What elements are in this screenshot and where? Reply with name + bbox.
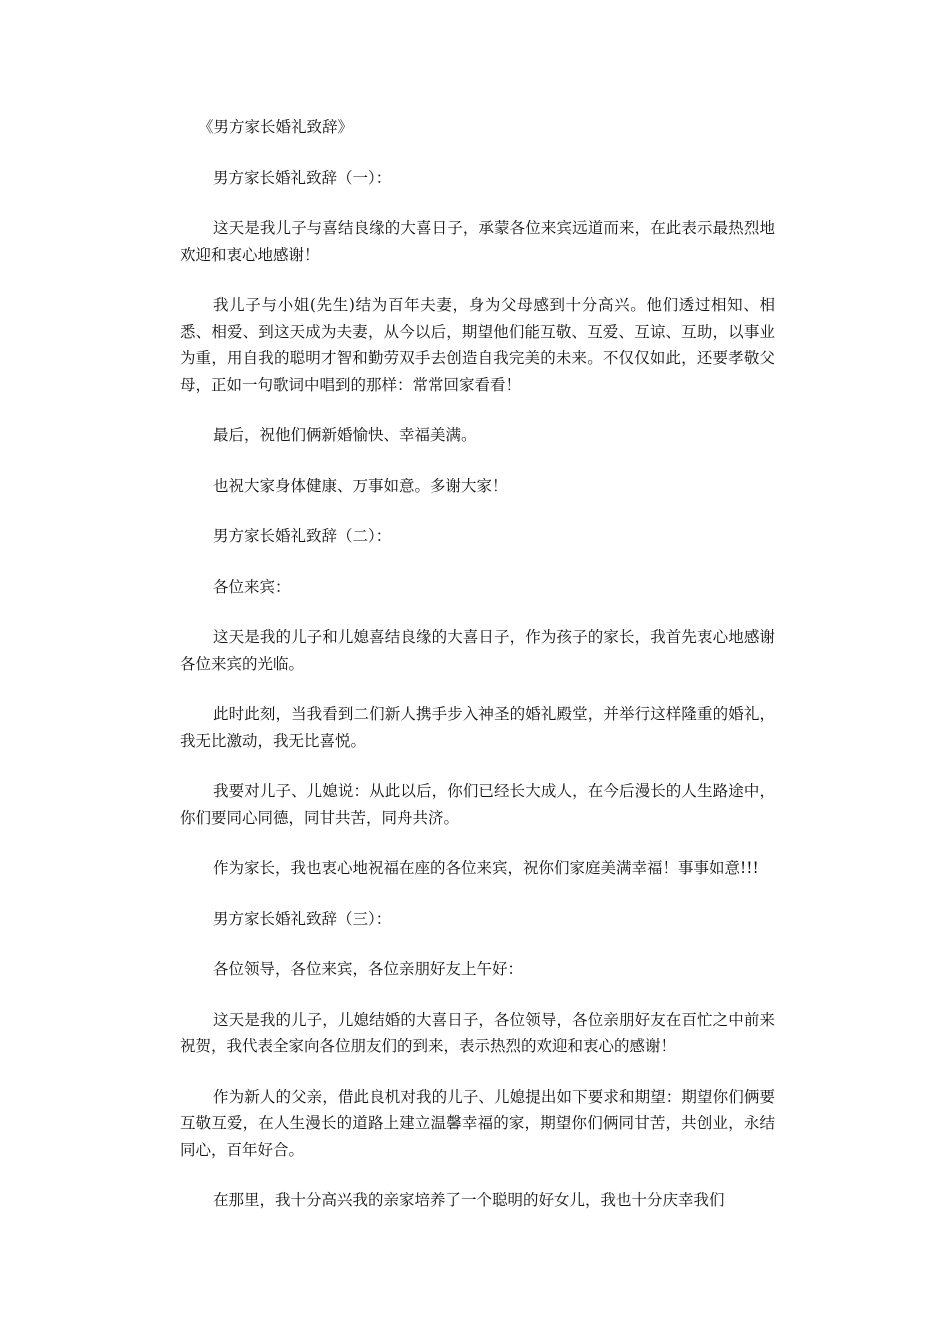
paragraph: 在那里，我十分高兴我的亲家培养了一个聪明的好女儿，我也十分庆幸我们	[213, 1191, 725, 1209]
salutation: 各位领导，各位来宾，各位亲朋好友上午好：	[213, 960, 524, 978]
paragraph: 此时此刻，当我看到二们新人携手步入神圣的婚礼殿堂，并举行这样隆重的婚礼，我无比激动，我无比喜悦。	[180, 705, 775, 750]
document-body	[180, 114, 775, 1238]
document-title: 《男方家长婚礼致辞》	[198, 118, 354, 136]
paragraph: 最后，祝他们俩新婚愉快、幸福美满。	[213, 426, 477, 444]
paragraph: 这天是我的儿子，儿媳结婚的大喜日子，各位领导，各位亲朋好友在百忙之中前来祝贺，我代表全家向各位朋友们的到来，表示热烈的欢迎和衷心的感谢！	[180, 1010, 775, 1055]
paragraph: 作为新人的父亲，借此良机对我的儿子、儿媳提出如下要求和期望：期望你们俩要互敬互爱，在人生漫长的道路上建立温馨幸福的家，期望你们俩同甘苦，共创业，永结同心，百年好合。	[180, 1087, 775, 1159]
paragraph: 这天是我儿子与喜结良缘的大喜日子，承蒙各位来宾远道而来，在此表示最热烈地欢迎和衷心地感谢！	[180, 219, 775, 264]
section-heading-2: 男方家长婚礼致辞（二）：	[213, 527, 392, 545]
paragraph: 这天是我的儿子和儿媳喜结良缘的大喜日子，作为孩子的家长，我首先衷心地感谢各位来宾的光临。	[180, 628, 775, 673]
paragraph: 我儿子与小姐(先生)结为百年夫妻，身为父母感到十分高兴。他们透过相知、相悉、相爱、到这天成为夫妻，从今以后，期望他们能互敬、互爱、互谅、互助，以事业为重，用自我的聪明才智和勤劳双手去创造自我完美的未来。不仅仅如此，还要孝敬父母，正如一句歌词中唱到的那样：常常回家看看！	[180, 296, 775, 394]
section-heading-1: 男方家长婚礼致辞（一）：	[213, 168, 392, 187]
paragraph: 我要对儿子、儿媳说：从此以后，你们已经长大成人，在今后漫长的人生路途中，你们要同心同德，同甘共苦，同舟共济。	[180, 782, 775, 827]
section-heading-3: 男方家长婚礼致辞（三）：	[213, 909, 392, 928]
paragraph: 也祝大家身体健康、万事如意。多谢大家！	[213, 476, 508, 495]
salutation: 各位来宾：	[213, 577, 291, 596]
paragraph: 作为家长，我也衷心地祝福在座的各位来宾，祝你们家庭美满幸福！事事如意!!!	[213, 859, 759, 877]
